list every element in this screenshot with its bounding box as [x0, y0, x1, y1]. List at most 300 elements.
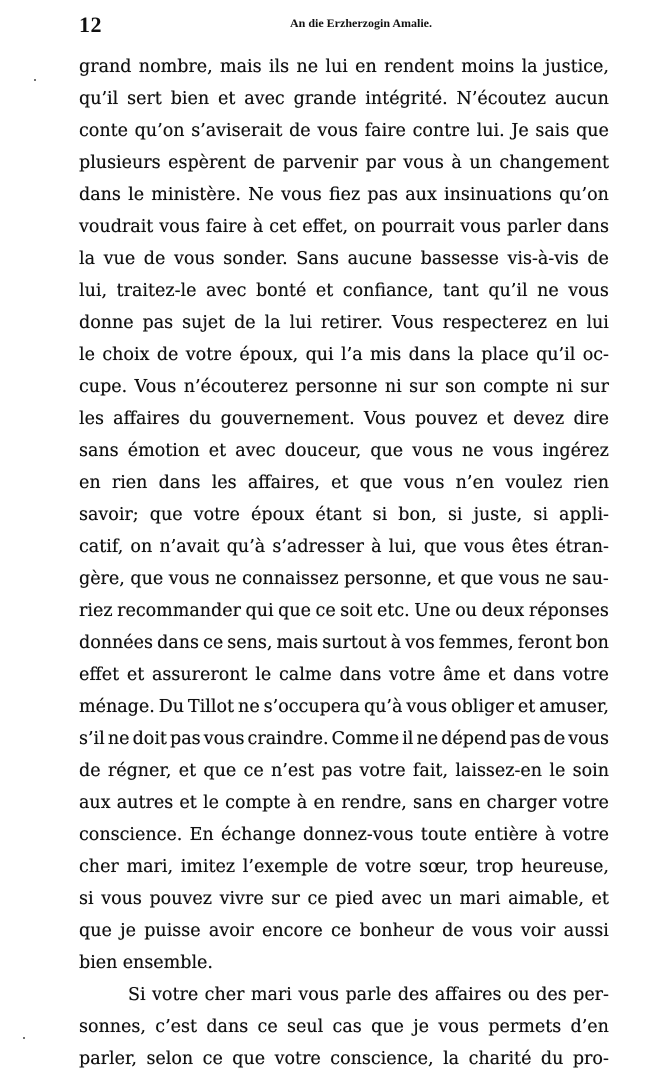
word: contre: [412, 121, 470, 141]
word: traitez-le: [116, 281, 197, 301]
word: assureront: [151, 665, 248, 685]
word: aucun: [554, 89, 609, 109]
word: gère,: [79, 569, 125, 589]
word: charger: [486, 793, 557, 813]
word: soin: [572, 761, 609, 781]
text-line: [79, 307, 609, 339]
word: Je: [511, 121, 529, 141]
text-line: [79, 83, 609, 115]
word: aimable,: [508, 889, 584, 909]
word: choix: [102, 345, 150, 365]
word: en: [555, 313, 578, 333]
word: justice,: [544, 57, 609, 77]
word: sur: [409, 377, 438, 397]
word: calme: [278, 665, 332, 685]
word: vous: [498, 569, 540, 589]
word: En: [189, 825, 214, 845]
word: un: [469, 153, 492, 173]
word: autres: [116, 793, 174, 813]
word: vous: [168, 569, 210, 589]
word: ce: [257, 1017, 278, 1037]
word: mais: [220, 57, 262, 77]
word: dans: [513, 665, 556, 685]
word: ne: [537, 281, 559, 301]
word: qu’à: [363, 697, 403, 717]
word: sais: [535, 121, 570, 141]
word: permets: [488, 1017, 562, 1037]
word: Si: [128, 985, 146, 1005]
word: entière: [474, 825, 538, 845]
word: pas: [321, 761, 353, 781]
word: vous: [568, 729, 609, 749]
word: si: [79, 889, 94, 909]
word: de: [143, 249, 166, 269]
word: votre: [562, 793, 609, 813]
word: cet: [269, 217, 297, 237]
word: devez: [513, 409, 565, 429]
word: parler,: [79, 1049, 137, 1069]
word: Vous: [391, 313, 434, 333]
word: parler: [506, 217, 562, 237]
word: des: [397, 985, 429, 1005]
word: parvenir: [282, 153, 359, 173]
word: à: [296, 793, 308, 813]
word: à: [451, 153, 462, 173]
word: lui,: [79, 281, 108, 301]
word: fait,: [412, 761, 449, 781]
word: qu’il: [79, 89, 119, 109]
word: que: [576, 121, 609, 141]
word: votre: [365, 857, 412, 877]
word: mari: [459, 889, 501, 909]
word: votre: [185, 345, 232, 365]
word: la: [521, 57, 538, 77]
word: changement: [499, 153, 609, 173]
word: mari,: [126, 857, 174, 877]
word: ménage.: [79, 697, 155, 717]
word: conscience,: [330, 1049, 434, 1069]
word: sens,: [227, 633, 273, 653]
word: à: [545, 825, 556, 845]
word: que: [149, 505, 183, 525]
word: votre: [389, 665, 436, 685]
word: ne: [462, 441, 484, 461]
word: bonheur: [359, 921, 434, 941]
word: plusieurs: [79, 153, 161, 173]
text-line: [79, 243, 609, 275]
text-line: [79, 403, 609, 435]
word: insinuations: [444, 185, 552, 205]
word: s’occupera: [263, 697, 360, 717]
word: dans: [408, 345, 451, 365]
word: bon,: [398, 505, 437, 525]
text-line: [79, 211, 609, 243]
word: si: [533, 505, 548, 525]
word: ministère.: [151, 185, 241, 205]
word: aucune: [347, 249, 412, 269]
word: ne: [214, 569, 237, 589]
word: effet: [79, 665, 120, 685]
word: qu’il: [488, 281, 528, 301]
word: avoir: [208, 921, 254, 941]
word: charité: [468, 1049, 532, 1069]
word: le: [202, 793, 219, 813]
word: et: [331, 473, 349, 493]
text-line: [79, 755, 609, 787]
word: l’exemple: [242, 857, 329, 877]
word: selon: [146, 1049, 194, 1069]
text-line: [79, 691, 609, 723]
word: aux: [79, 793, 111, 813]
word: pas: [142, 313, 174, 333]
word: on: [130, 537, 153, 557]
word: voulez: [505, 473, 563, 493]
word: sans: [412, 793, 453, 813]
word: à: [252, 217, 264, 237]
word: dans: [339, 665, 382, 685]
word: ingérez: [542, 441, 609, 461]
word: votre: [359, 761, 406, 781]
word: à: [390, 633, 402, 653]
word: dire: [573, 409, 609, 429]
word: ensemble.: [122, 953, 213, 973]
word: que: [130, 569, 164, 589]
word: ce: [203, 633, 224, 653]
word: encore: [262, 921, 323, 941]
word: etc.: [376, 601, 410, 621]
word: et: [179, 793, 197, 813]
word: aussi: [563, 921, 609, 941]
word: riez: [79, 601, 113, 621]
word: vous: [471, 921, 513, 941]
word: l’a: [341, 345, 363, 365]
word: sans: [79, 441, 119, 461]
text-line: [79, 947, 609, 979]
word: êtes: [511, 537, 549, 557]
word: la: [79, 249, 96, 269]
word: feront: [517, 633, 572, 653]
word: bien: [170, 89, 210, 109]
word: parle: [345, 985, 392, 1005]
word: pouvez: [414, 409, 478, 429]
word: si: [372, 505, 388, 525]
word: Tillot: [188, 697, 235, 717]
word: de: [79, 761, 101, 781]
word: du: [188, 409, 212, 429]
word: ne: [107, 729, 130, 749]
word: âme: [442, 665, 481, 685]
text-line: [79, 339, 609, 371]
word: que: [359, 473, 393, 493]
text-line: [79, 531, 609, 563]
word: la: [443, 1049, 460, 1069]
word: votre: [274, 1049, 321, 1069]
word: en: [313, 793, 336, 813]
word: ce: [307, 889, 328, 909]
word: avec: [381, 889, 422, 909]
word: Comme: [331, 729, 400, 749]
word: ni: [556, 377, 573, 397]
word: ni: [384, 377, 402, 397]
word: qu’on: [134, 121, 185, 141]
word: le: [128, 185, 145, 205]
word: et: [591, 889, 609, 909]
text-line: [79, 1011, 609, 1043]
word: avec: [244, 89, 285, 109]
word: que: [370, 441, 404, 461]
word: sau-: [572, 569, 609, 589]
word: et: [218, 89, 236, 109]
word: vis-à-vis: [507, 249, 579, 269]
word: de: [234, 313, 256, 333]
word: que: [278, 601, 311, 621]
word: appli-: [559, 505, 609, 525]
word: grande: [293, 89, 357, 109]
word: pouvez: [149, 889, 212, 909]
word: pas: [509, 729, 541, 749]
word: trop: [476, 857, 514, 877]
word: lui: [289, 313, 312, 333]
word: lui: [325, 57, 348, 77]
word: c’est: [155, 1017, 198, 1037]
word: ne: [545, 569, 567, 589]
word: imitez: [180, 857, 236, 877]
word: étran-: [555, 537, 609, 557]
word: affaires: [113, 409, 180, 429]
word: et: [488, 665, 506, 685]
word: que: [232, 1049, 266, 1069]
word: je: [413, 1017, 430, 1037]
word: les: [79, 409, 104, 429]
word: des: [536, 985, 567, 1005]
text-line: [79, 627, 609, 659]
word: per-: [573, 985, 609, 1005]
word: soit: [340, 601, 373, 621]
word: le: [79, 345, 95, 365]
word: sert: [127, 89, 162, 109]
word: douceur,: [284, 441, 362, 461]
running-head: An die Erzherzogin Amalie.: [290, 16, 432, 30]
text-line: [79, 563, 609, 595]
word: nombre,: [138, 57, 213, 77]
word: vous: [460, 217, 501, 237]
word: obliger: [451, 697, 514, 717]
text-line: [79, 147, 609, 179]
word: aux: [405, 185, 437, 205]
word: ne: [416, 729, 439, 749]
word: place: [481, 345, 529, 365]
word: voir: [520, 921, 556, 941]
word: étant: [315, 505, 362, 525]
word: ce: [243, 761, 264, 781]
word: il: [402, 729, 414, 749]
word: que: [460, 569, 494, 589]
word: mis: [370, 345, 402, 365]
word: confiance,: [342, 281, 434, 301]
word: qui: [305, 345, 334, 365]
word: juste,: [473, 505, 523, 525]
word: que: [79, 921, 112, 941]
word: faire: [364, 121, 406, 141]
text-line: [79, 883, 609, 915]
page-header: [79, 6, 609, 40]
word: et: [126, 665, 145, 685]
word: seul: [287, 1017, 324, 1037]
word: régner,: [107, 761, 172, 781]
word: fiez: [328, 185, 361, 205]
text-line: [79, 371, 609, 403]
word: surtout: [322, 633, 387, 653]
word: Sans: [296, 249, 339, 269]
word: personne,: [344, 569, 433, 589]
word: ils: [268, 57, 290, 77]
word: intégrité.: [365, 89, 448, 109]
word: par: [365, 153, 396, 173]
word: dans: [157, 633, 199, 653]
word: dans: [567, 217, 609, 237]
text-line: [79, 851, 609, 883]
word: cher: [204, 985, 245, 1005]
word: époux,: [239, 345, 299, 365]
word: pied: [335, 889, 374, 909]
word: Vous: [134, 377, 177, 397]
word: oc-: [582, 345, 609, 365]
word: Vous: [363, 409, 406, 429]
word: en: [458, 793, 481, 813]
word: vous: [568, 281, 609, 301]
word: Ne: [248, 185, 274, 205]
text-line: [79, 115, 609, 147]
word: émotion: [127, 441, 200, 461]
word: vue: [103, 249, 136, 269]
word: en: [355, 57, 377, 77]
word: ce: [315, 601, 336, 621]
word: réponses: [528, 601, 609, 621]
word: rien: [573, 473, 609, 493]
word: de: [587, 249, 609, 269]
text-line: [79, 723, 609, 755]
word: son: [445, 377, 476, 397]
word: lui: [586, 313, 609, 333]
word: savoir;: [79, 505, 139, 525]
word: votre: [562, 665, 609, 685]
word: donnez-vous: [303, 825, 414, 845]
word: espèrent: [168, 153, 247, 173]
word: vous: [412, 441, 453, 461]
word: on: [353, 217, 376, 237]
word: vous: [438, 1017, 480, 1037]
word: ou: [507, 985, 530, 1005]
word: rendent: [384, 57, 454, 77]
word: votre: [152, 985, 199, 1005]
word: bon: [575, 633, 609, 653]
word: sœur,: [419, 857, 469, 877]
word: heureuse,: [521, 857, 609, 877]
word: respecterez: [442, 313, 547, 333]
word: gouvernement.: [220, 409, 355, 429]
word: dans: [79, 185, 121, 205]
word: vos: [405, 633, 435, 653]
text-line: [79, 659, 609, 691]
word: lui.: [476, 121, 505, 141]
word: ou: [455, 601, 478, 621]
word: la: [264, 313, 281, 333]
word: pro-: [572, 1049, 609, 1069]
word: et: [208, 441, 227, 461]
word: Une: [414, 601, 451, 621]
word: ce: [331, 921, 352, 941]
word: personne: [295, 377, 378, 397]
text-line: [79, 787, 609, 819]
word: cher: [79, 857, 119, 877]
word: donne: [79, 313, 134, 333]
word: cupe.: [79, 377, 128, 397]
word: le: [255, 665, 272, 685]
word: vous: [317, 121, 359, 141]
word: bassesse: [420, 249, 499, 269]
word: N’écoutez: [456, 89, 546, 109]
ink-speck: [34, 79, 36, 81]
word: toute: [420, 825, 468, 845]
word: et: [517, 697, 536, 717]
word: qui: [245, 601, 274, 621]
word: vous: [173, 249, 215, 269]
word: de: [335, 857, 358, 877]
text-line: [79, 595, 609, 627]
word: qu’on: [559, 185, 609, 205]
word: de: [156, 345, 179, 365]
word: vous: [406, 697, 448, 717]
word: bien: [79, 953, 118, 973]
word: ne: [296, 57, 319, 77]
word: qu’à: [226, 537, 266, 557]
word: conscience.: [79, 825, 183, 845]
word: s’adresser: [272, 537, 364, 557]
text-line: [79, 915, 609, 947]
word: pas: [170, 729, 201, 749]
word: n’écouterez: [183, 377, 288, 397]
word: bonté: [255, 281, 307, 301]
word: dans: [206, 1017, 249, 1037]
word: vous: [159, 217, 200, 237]
word: tant: [443, 281, 479, 301]
word: de: [289, 121, 311, 141]
word: compte: [225, 793, 291, 813]
word: vous: [203, 729, 245, 749]
word: votre: [562, 825, 609, 845]
word: Du: [158, 697, 185, 717]
text-line: [79, 435, 609, 467]
word: n’en: [455, 473, 495, 493]
text-line: [79, 1043, 609, 1075]
word: faire: [205, 217, 247, 237]
word: vous: [101, 889, 142, 909]
word: affaires: [434, 985, 502, 1005]
word: vous: [403, 153, 444, 173]
word: sujet: [182, 313, 226, 333]
body-text: [79, 51, 609, 1075]
word: doit: [132, 729, 167, 749]
word: connaissez: [242, 569, 339, 589]
word: grand: [79, 57, 132, 77]
word: et: [178, 761, 197, 781]
word: rien: [111, 473, 148, 493]
word: sur: [271, 889, 300, 909]
word: de: [253, 153, 276, 173]
word: sonder.: [223, 249, 288, 269]
word: le: [549, 761, 566, 781]
word: retirer.: [320, 313, 383, 333]
